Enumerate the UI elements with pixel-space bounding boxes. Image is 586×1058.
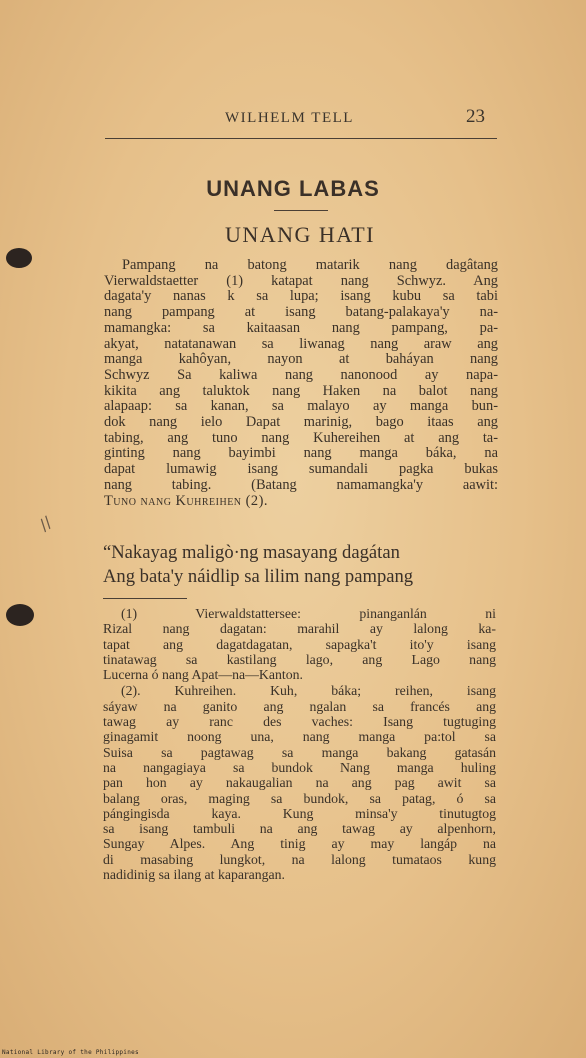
footnote-line: ginagamit noong una, nang manga pa:tol sa [103, 729, 496, 745]
footnote-line: Rizal nang dagatan: marahil ay lalong ka- [103, 621, 496, 637]
footnotes [103, 606, 496, 882]
library-credit: National Library of the Philippines [2, 1049, 139, 1056]
page-number: 23 [466, 106, 485, 127]
body-line: dapat lumawig isang sumandali pagka bukas [104, 461, 498, 478]
footnote-line: balang oras, maging sa bundok, sa patag, ó sa [103, 790, 496, 806]
chapter-rule [274, 210, 328, 211]
body-line: manga kahôyan, nayon at baháyan nang [104, 351, 498, 368]
footnote-1 [103, 606, 496, 682]
footnote-line: Sungay Alpes. Ang tinig ay may langáp na [103, 836, 496, 852]
body-line: alapaap: sa kanan, sa malayo ay manga bun- [104, 398, 498, 415]
footnote-line: na nangagiaya sa bundok Nang manga huling [103, 759, 496, 775]
running-title: WILHELM TELL [225, 110, 354, 126]
body-line: kikita ang taluktok nang Haken na balot nang [104, 382, 498, 399]
footnote-line: sa isang tambuli na ang tawag ay alpenhorn, [103, 821, 496, 837]
body-line: dok nang ielo Dapat marinig, bago itaas ang [104, 414, 498, 431]
body-line: mamangka: sa kaitaasan nang pampang, pa- [104, 319, 498, 336]
body-line-last: Tuno nang Kuhreihen (2). [104, 492, 269, 509]
ink-stain-bottom [6, 604, 34, 626]
footnote-line: sáyaw na ganito ang ngalan sa francés ang [103, 698, 496, 714]
body-line: Pampang na batong matarik nang dagâtang [122, 257, 498, 273]
footnote-line: (1) Vierwaldstattersee: pinanganlán ni [121, 606, 496, 621]
page-header [105, 106, 497, 134]
footnote-line: di masabing lungkot, na lalong tumataos kung [103, 851, 496, 867]
song-verse [103, 541, 497, 589]
chapter-title: UNANG LABAS [206, 176, 380, 201]
footnote-2 [103, 683, 496, 882]
body-paragraph [104, 258, 498, 509]
footnote-line: (2). Kuhreihen. Kuh, báka; reihen, isang [121, 683, 496, 699]
footnote-line: pángingisda kaya. Kung minsa'y tinutugtog [103, 805, 496, 821]
footnote-line: tinatawag sa kastilang lago, ang Lago nang [103, 651, 496, 667]
footnote-line: tawag ay ranc des vaches: Isang tugtuging [103, 714, 496, 730]
footnote-line: Lucerna ó nang Apat—na—Kanton. [103, 667, 303, 683]
body-line: nang pampang at isang batang-palakaya'y na- [104, 304, 498, 321]
footnote-line: nadidinig sa ilang at kaparangan. [103, 867, 285, 883]
body-line: Vierwaldstaetter (1) katapat nang Schwyz. Ang [104, 272, 498, 289]
verse-line: “Nakayag maligò·ng masayang dagátan [103, 542, 400, 563]
footnote-rule [103, 598, 187, 599]
header-rule [105, 138, 497, 139]
verse-line: Ang bata'y náidlip sa lilim nang pampang [103, 566, 414, 587]
body-line: ginting nang bayimbi nang manga báka, na [104, 445, 498, 462]
body-line: dagata'y nanas k sa lupa; isang kubu sa tabi [104, 288, 498, 305]
section-title: UNANG HATI [224, 222, 376, 247]
footnote-line: Suisa sa pagtawag sa manga bakang gatasán [103, 744, 496, 760]
body-line: akyat, natatanawan sa liwanag nang araw ang [104, 335, 498, 352]
margin-mark: ∕∕ [35, 512, 56, 535]
footnote-line: tapat ang dagatdagatan, sapagka't ito'y isang [103, 636, 496, 652]
body-line: tabing, ang tuno nang Kuhereihen at ang ta- [104, 429, 498, 446]
body-line: Schwyz Sa kaliwa nang nanonood ay napa- [104, 366, 498, 383]
body-line: nang tabing. (Batang namamangka'y aawit: [104, 476, 498, 493]
footnote-line: pan hon ay nakaugalian na ang pag awit sa [103, 775, 496, 791]
ink-stain-top [6, 248, 32, 268]
